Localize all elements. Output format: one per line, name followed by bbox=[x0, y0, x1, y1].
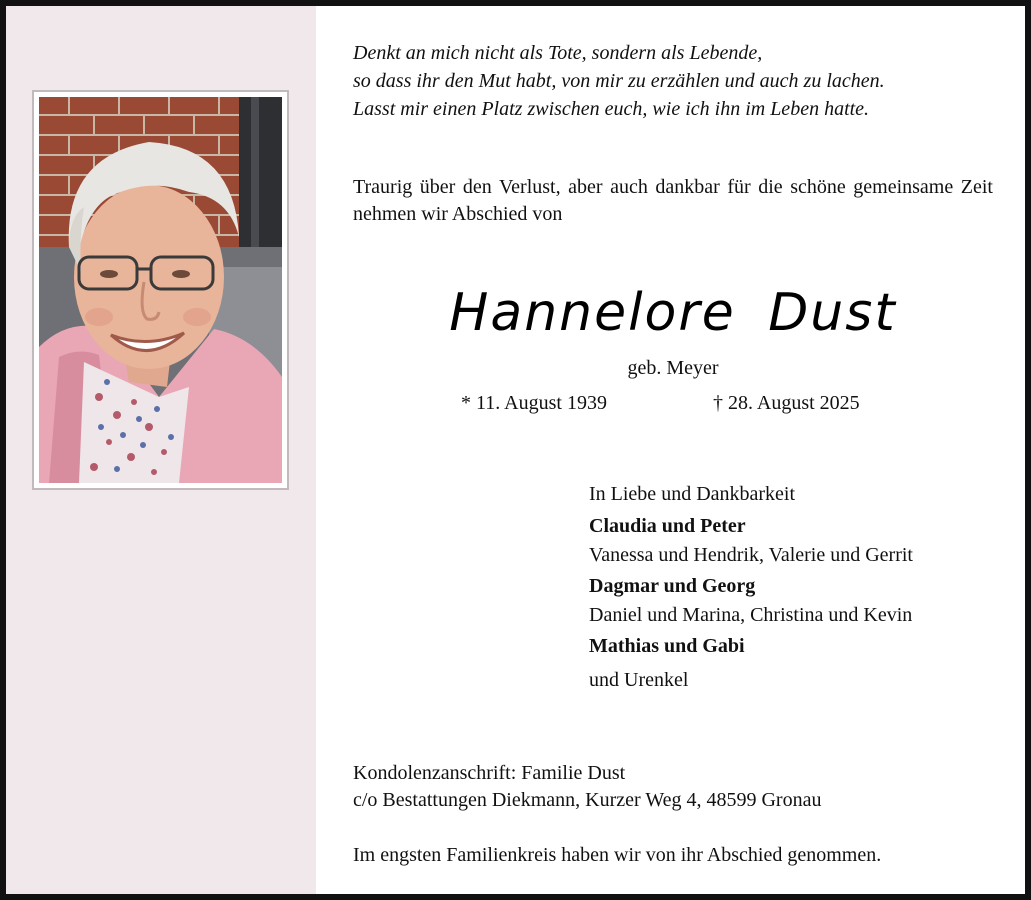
closing-note: Im engsten Familienkreis haben wir von ihr Abschied genommen. bbox=[353, 844, 882, 866]
address-line: Kondolenzanschrift: Familie Dust bbox=[353, 762, 626, 784]
family-signatures bbox=[589, 479, 913, 695]
family-opening: In Liebe und Dankbarkeit bbox=[589, 483, 796, 505]
sidebar-panel bbox=[6, 6, 316, 894]
family-children: Vanessa und Hendrik, Valerie und Gerrit bbox=[589, 544, 913, 566]
deceased-name: Hannelore Dust bbox=[449, 283, 897, 343]
poem-line: Lasst mir einen Platz zwischen euch, wie ich ihn im Leben hatte. bbox=[353, 98, 870, 120]
poem-line: Denkt an mich nicht als Tote, sondern als Lebende, bbox=[353, 42, 763, 64]
portrait-photo-frame bbox=[32, 90, 289, 490]
intro-text: Traurig über den Verlust, aber auch dankbar für die schöne gemeinsame Zeit nehmen wir Abschied von bbox=[353, 176, 993, 225]
birth-date: * 11. August 1939 bbox=[461, 392, 607, 414]
address-line: c/o Bestattungen Diekmann, Kurzer Weg 4, 48599 Gronau bbox=[353, 789, 822, 811]
poem-line: so dass ihr den Mut habt, von mir zu erzählen und auch zu lachen. bbox=[353, 70, 885, 92]
condolence-address bbox=[353, 760, 821, 814]
notice-content bbox=[353, 6, 993, 894]
family-closing: und Urenkel bbox=[589, 669, 689, 691]
family-parents: Claudia und Peter bbox=[589, 515, 746, 537]
family-parents: Mathias und Gabi bbox=[589, 635, 745, 657]
family-parents: Dagmar und Georg bbox=[589, 575, 756, 597]
birth-name: geb. Meyer bbox=[627, 357, 719, 379]
death-date: † 28. August 2025 bbox=[713, 392, 860, 414]
portrait-photo bbox=[39, 97, 282, 483]
family-children: Daniel und Marina, Christina und Kevin bbox=[589, 604, 913, 626]
memorial-poem bbox=[353, 39, 885, 123]
